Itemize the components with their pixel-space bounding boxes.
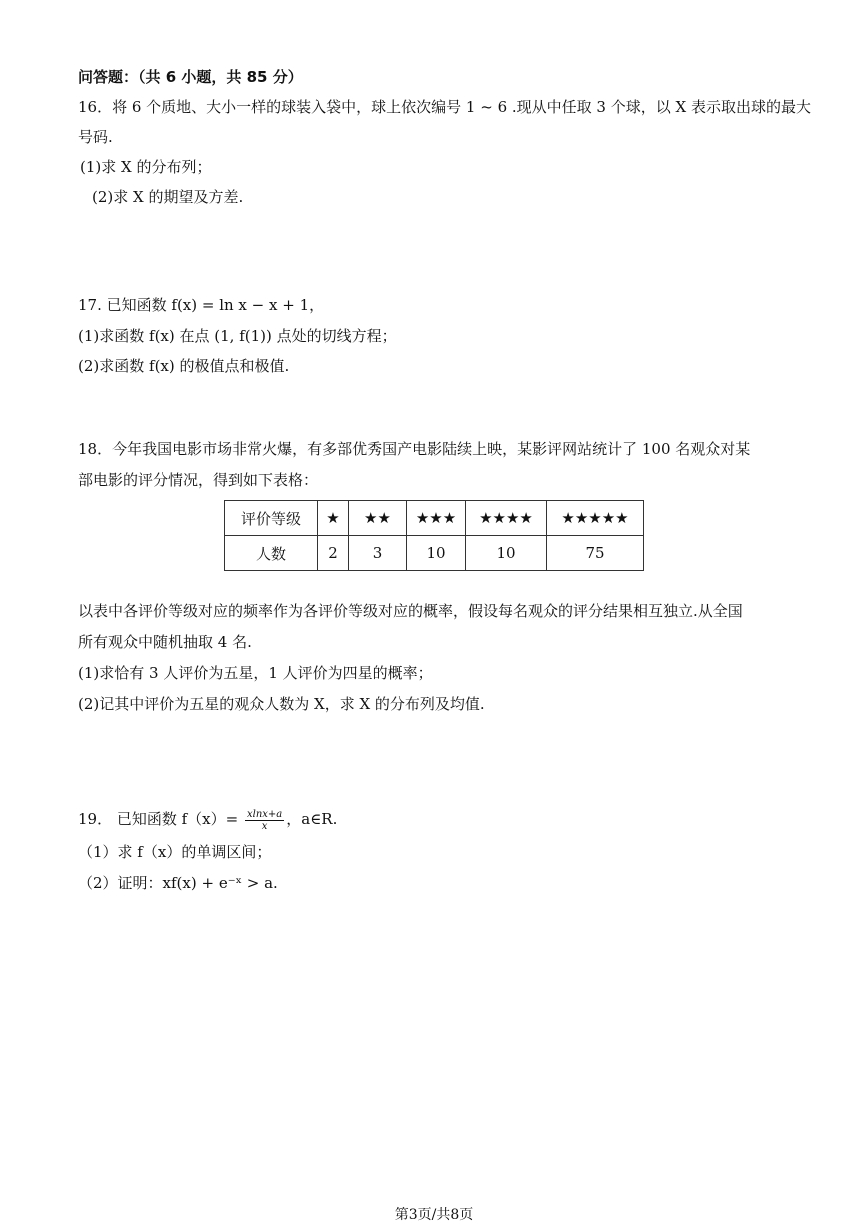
rating-count-cell: 75 <box>547 536 644 571</box>
q19-stem-suffix: ，a∈R. <box>286 810 338 828</box>
rating-header-cell: ★★★★★ <box>547 501 644 536</box>
q19-stem-prefix: 19． 已知函数 f（x）= <box>78 810 243 828</box>
q17-part2: (2)求函数 f(x) 的极值点和极值. <box>78 357 290 375</box>
rating-header-cell: 评价等级 <box>225 501 318 536</box>
rating-header-cell: ★ <box>318 501 349 536</box>
q19-fraction <box>245 809 284 832</box>
rating-header-cell: ★★★★ <box>466 501 547 536</box>
rating-count-cell: 2 <box>318 536 349 571</box>
q18-stem-line4: 所有观众中随机抽取 4 名. <box>78 633 252 651</box>
q19-stem <box>78 808 337 832</box>
q16-part1: (1)求 X 的分布列； <box>80 158 212 176</box>
rating-count-cell: 人数 <box>225 536 318 571</box>
section-title: 问答题：（共 6 小题，共 85 分） <box>78 68 303 86</box>
q18-part1: (1)求恰有 3 人评价为五星，1 人评价为四星的概率； <box>78 664 433 682</box>
q18-stem-line3: 以表中各评价等级对应的频率作为各评价等级对应的概率，假设每名观众的评分结果相互独立.从全国 <box>78 602 743 620</box>
rating-count-cell: 10 <box>407 536 466 571</box>
q19-part1: （1）求 f（x）的单调区间； <box>78 843 272 861</box>
rating-table-header-row <box>225 501 644 536</box>
q17-part1: (1)求函数 f(x) 在点 (1, f(1)) 点处的切线方程； <box>78 327 397 345</box>
rating-header-cell: ★★ <box>349 501 407 536</box>
q16-stem-line1: 16．将 6 个质地、大小一样的球装入袋中，球上依次编号 1 ~ 6 .现从中任取 3 个球，以 X 表示取出球的最大 <box>78 98 811 116</box>
rating-count-cell: 3 <box>349 536 407 571</box>
q19-part2: （2）证明：xf(x) + e⁻ˣ > a. <box>78 874 278 892</box>
q19-fraction-numerator: xlnx+a <box>246 808 283 820</box>
q16-stem-line2: 号码. <box>78 128 113 146</box>
rating-header-cell: ★★★ <box>407 501 466 536</box>
q18-part2: (2)记其中评价为五星的观众人数为 X，求 X 的分布列及均值. <box>78 695 485 713</box>
rating-table <box>224 500 644 571</box>
rating-table-count-row <box>225 536 644 571</box>
q18-stem-line1: 18．今年我国电影市场非常火爆，有多部优秀国产电影陆续上映，某影评网站统计了 100 名观众对某 <box>78 440 751 458</box>
q17-stem: 17. 已知函数 f(x) = ln x − x + 1， <box>78 296 325 314</box>
page-number: 第3页/共8页 <box>394 1207 474 1223</box>
rating-count-cell: 10 <box>466 536 547 571</box>
q16-part2: (2)求 X 的期望及方差. <box>92 188 244 206</box>
q19-fraction-denominator: x <box>261 820 268 832</box>
q18-stem-line2: 部电影的评分情况，得到如下表格： <box>78 471 319 489</box>
